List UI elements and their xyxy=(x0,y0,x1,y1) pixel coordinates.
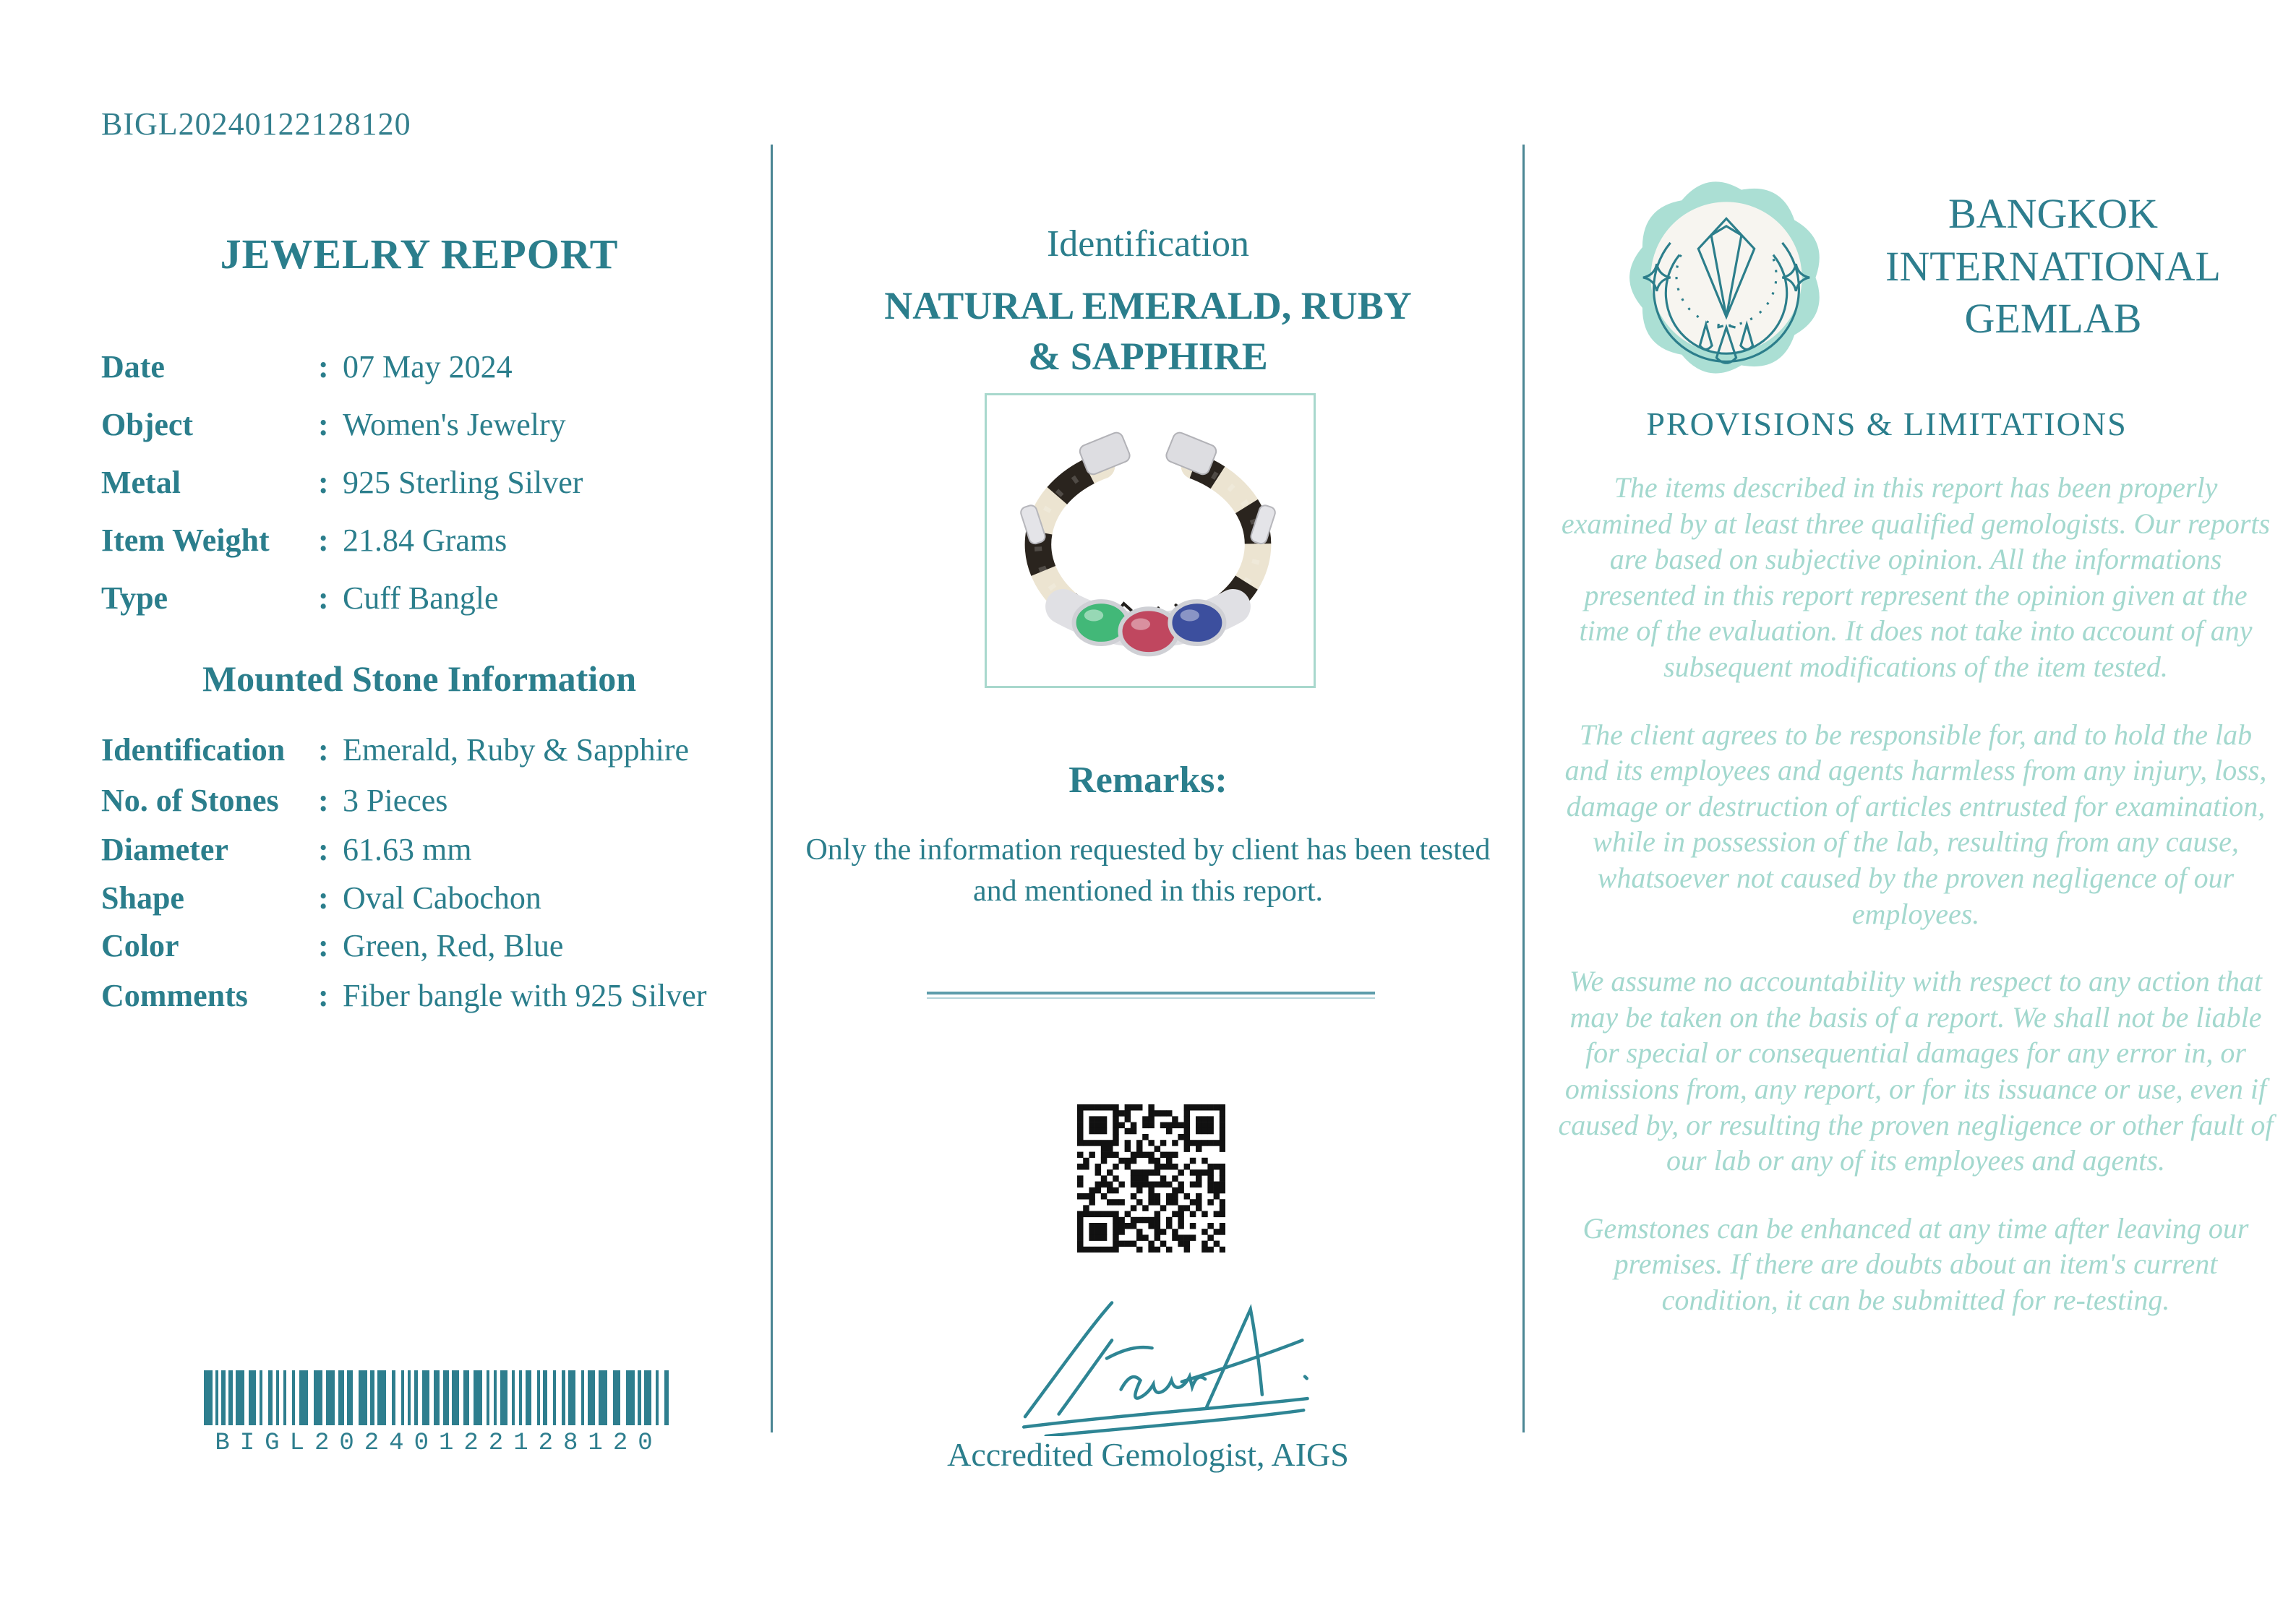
provisions-paragraphs xyxy=(1558,470,2274,1349)
field-row-metal xyxy=(101,464,752,501)
field-value: Fiber bangle with 925 Silver xyxy=(343,978,707,1013)
stone-row-color xyxy=(101,927,752,964)
item-photo-frame xyxy=(985,393,1316,688)
field-label: Object xyxy=(101,407,194,442)
provisions-paragraph: Gemstones can be enhanced at any time after leaving our premises. If there are doubts about an item's current condition, it can be submitted for re-testing. xyxy=(1582,1211,2249,1316)
stone-row-diameter xyxy=(101,831,752,868)
field-row-date xyxy=(101,348,752,385)
field-value: 925 Sterling Silver xyxy=(343,465,583,500)
identification-result: NATURAL EMERALD, RUBY & SAPPHIRE xyxy=(884,284,1412,379)
field-value: Cuff Bangle xyxy=(343,580,499,616)
colon: : xyxy=(318,580,329,616)
qr-code xyxy=(1077,1104,1225,1253)
identification-heading: Identification xyxy=(1046,223,1250,265)
report-number: BIGL20240122128120 xyxy=(101,106,411,142)
signature xyxy=(940,1281,1359,1436)
field-value: 61.63 mm xyxy=(343,832,472,867)
colon: : xyxy=(318,832,329,867)
lab-name: BANGKOK INTERNATIONAL GEMLAB xyxy=(1885,190,2221,342)
remarks-text: Only the information requested by client has been tested and mentioned in this report. xyxy=(805,833,1491,908)
colon: : xyxy=(318,465,329,500)
field-value: 21.84 Grams xyxy=(343,523,507,558)
field-value: 07 May 2024 xyxy=(343,349,513,384)
separator-line xyxy=(927,992,1375,999)
provisions-heading: PROVISIONS & LIMITATIONS xyxy=(1646,405,2128,442)
provisions-paragraph: The items described in this report has been properly examined by at least three qualified gemologists. Our reports are based on subjective opinion. All the informations presented in this report represent the opinion given at the time of the evaluation. It does not take into account of any subsequent modifications of the item tested. xyxy=(1561,471,2271,683)
field-label: No. of Stones xyxy=(101,783,279,818)
page-title: JEWELRY REPORT xyxy=(220,231,619,278)
colon: : xyxy=(318,732,329,768)
field-value: Emerald, Ruby & Sapphire xyxy=(343,732,690,768)
stone-row-comments xyxy=(101,977,752,1014)
field-label: Date xyxy=(101,349,165,384)
stone-section-title: Mounted Stone Information xyxy=(202,658,637,699)
field-label: Metal xyxy=(101,465,181,500)
colon: : xyxy=(318,349,329,384)
colon: : xyxy=(318,928,329,963)
field-row-object xyxy=(101,406,752,443)
barcode-text: BIGL20240122128120 xyxy=(215,1430,663,1457)
field-label: Identification xyxy=(101,732,286,768)
column-divider-right xyxy=(1522,145,1525,1432)
signer-title: Accredited Gemologist, AIGS xyxy=(947,1436,1349,1473)
field-row-item-weight xyxy=(101,522,752,559)
stone-row-shape xyxy=(101,880,752,916)
field-label: Shape xyxy=(101,880,184,916)
remarks-heading: Remarks: xyxy=(1068,760,1228,801)
stone-row-no-of-stones xyxy=(101,782,752,819)
field-row-type xyxy=(101,580,752,616)
field-label: Item Weight xyxy=(101,523,270,558)
barcode xyxy=(204,1370,674,1425)
field-value: Oval Cabochon xyxy=(343,880,541,916)
field-label: Comments xyxy=(101,978,248,1013)
lab-logo-icon xyxy=(1628,179,1825,376)
provisions-paragraph: The client agrees to be responsible for, and to hold the lab and its employees and agents harmless from any injury, loss, damage or destruction of articles entrusted for examination, while in possession of the lab, resulting from any cause, whatsoever not caused by the proven negligence of our employees. xyxy=(1564,718,2267,930)
field-value: Green, Red, Blue xyxy=(343,928,564,963)
column-divider-left xyxy=(771,145,773,1432)
colon: : xyxy=(318,783,329,818)
colon: : xyxy=(318,880,329,916)
colon: : xyxy=(318,978,329,1013)
field-label: Type xyxy=(101,580,168,616)
colon: : xyxy=(318,407,329,442)
provisions-paragraph: We assume no accountability with respect to any action that may be taken on the basis of a report. We shall not be liable for special or consequential damages for any error in, or omissions from, any report, or for its issuance or use, even if caused by, or resulting the proven negligence or other fault of our lab or any of its employees and agents. xyxy=(1558,965,2274,1177)
field-value: Women's Jewelry xyxy=(343,407,566,442)
field-label: Color xyxy=(101,928,179,963)
bangle-photo xyxy=(987,395,1309,682)
stone-row-identification xyxy=(101,731,752,768)
colon: : xyxy=(318,523,329,558)
field-label: Diameter xyxy=(101,832,228,867)
field-value: 3 Pieces xyxy=(343,783,448,818)
